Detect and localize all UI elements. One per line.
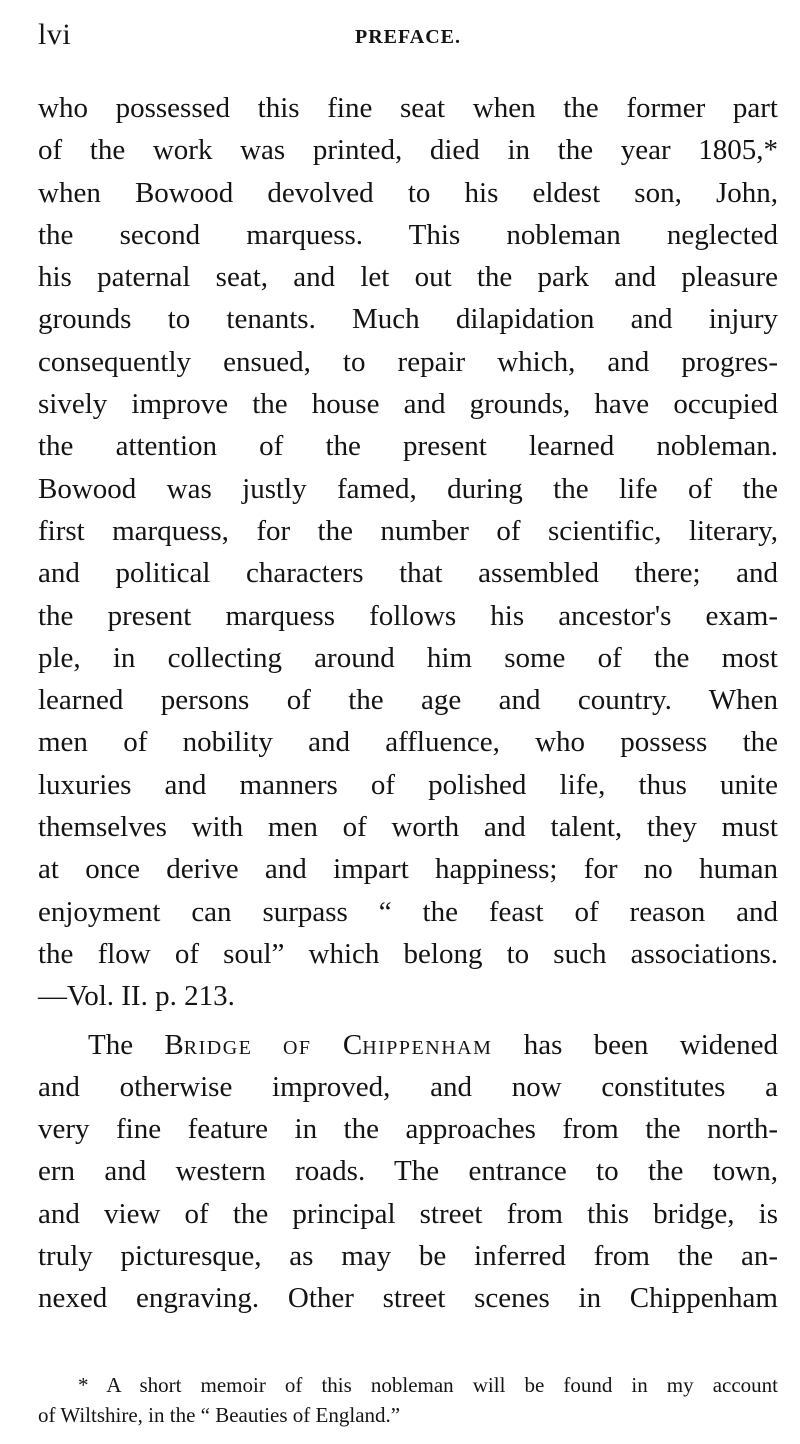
text-line: the flow of soul” which belong to such associations.: [38, 937, 778, 970]
text-line: and otherwise improved, and now constitutes a: [38, 1070, 778, 1103]
text-line: grounds to tenants. Much dilapidation and injury: [38, 303, 778, 336]
text-line: first marquess, for the number of scientific, literary,: [38, 514, 778, 547]
text-line: enjoyment can surpass “ the feast of reason and: [38, 895, 778, 928]
text-line: the present marquess follows his ancestor's exam-: [38, 599, 778, 632]
paragraph-bridge: [38, 1024, 778, 1320]
text-line: Bowood was justly famed, during the life of the: [38, 472, 778, 505]
text-line: the second marquess. This nobleman neglected: [38, 218, 778, 251]
running-title: PREFACE.: [355, 26, 461, 48]
text-line: the attention of the present learned nobleman.: [38, 430, 778, 463]
body-text: [38, 87, 778, 1320]
small-caps-initial: B: [164, 1028, 184, 1061]
text-line: ple, in collecting around him some of the most: [38, 641, 778, 674]
text-line: and view of the principal street from this bridge, is: [38, 1197, 778, 1230]
footnote-line: * A short memoir of this nobleman will be found in my account: [78, 1373, 778, 1397]
text-line-citation: —Vol. II. p. 213.: [38, 980, 235, 1013]
lead-tail: has been widened: [523, 1028, 778, 1061]
text-line: sively improve the house and grounds, have occupied: [38, 388, 778, 421]
small-caps-text: HIPPENHAM: [362, 1036, 493, 1059]
small-caps-text: RIDGE OF: [183, 1036, 312, 1059]
text-line: themselves with men of worth and talent, they must: [38, 811, 778, 844]
text-line: at once derive and impart happiness; for no human: [38, 853, 778, 886]
text-line: nexed engraving. Other street scenes in Chippenham: [38, 1282, 778, 1315]
text-line: consequently ensued, to repair which, and progres-: [38, 345, 778, 378]
text-line: ern and western roads. The entrance to the town,: [38, 1155, 778, 1188]
text-line: truly picturesque, as may be inferred from the an-: [38, 1240, 778, 1273]
text-line: when Bowood devolved to his eldest son, John,: [38, 176, 778, 209]
running-head: [38, 18, 778, 54]
page-number: lvi: [38, 18, 72, 51]
lead-word: The: [88, 1028, 134, 1061]
text-line: his paternal seat, and let out the park and pleasure: [38, 261, 778, 294]
text-line: men of nobility and affluence, who possess the: [38, 726, 778, 759]
footnote: [38, 1370, 778, 1430]
text-line: very fine feature in the approaches from the north-: [38, 1113, 778, 1146]
text-line: of the work was printed, died in the year 1805,*: [38, 134, 778, 167]
text-line: and political characters that assembled there; and: [38, 557, 778, 590]
paragraph-bowood: [38, 87, 778, 1018]
text-line: who possessed this fine seat when the former part: [38, 92, 778, 124]
text-line: luxuries and manners of polished life, thus unite: [38, 768, 778, 801]
small-caps-initial: C: [342, 1028, 363, 1061]
text-line-lead: [38, 1024, 778, 1066]
footnote-line: of Wiltshire, in the “ Beauties of England.”: [38, 1403, 401, 1427]
text-line: learned persons of the age and country. When: [38, 684, 778, 717]
